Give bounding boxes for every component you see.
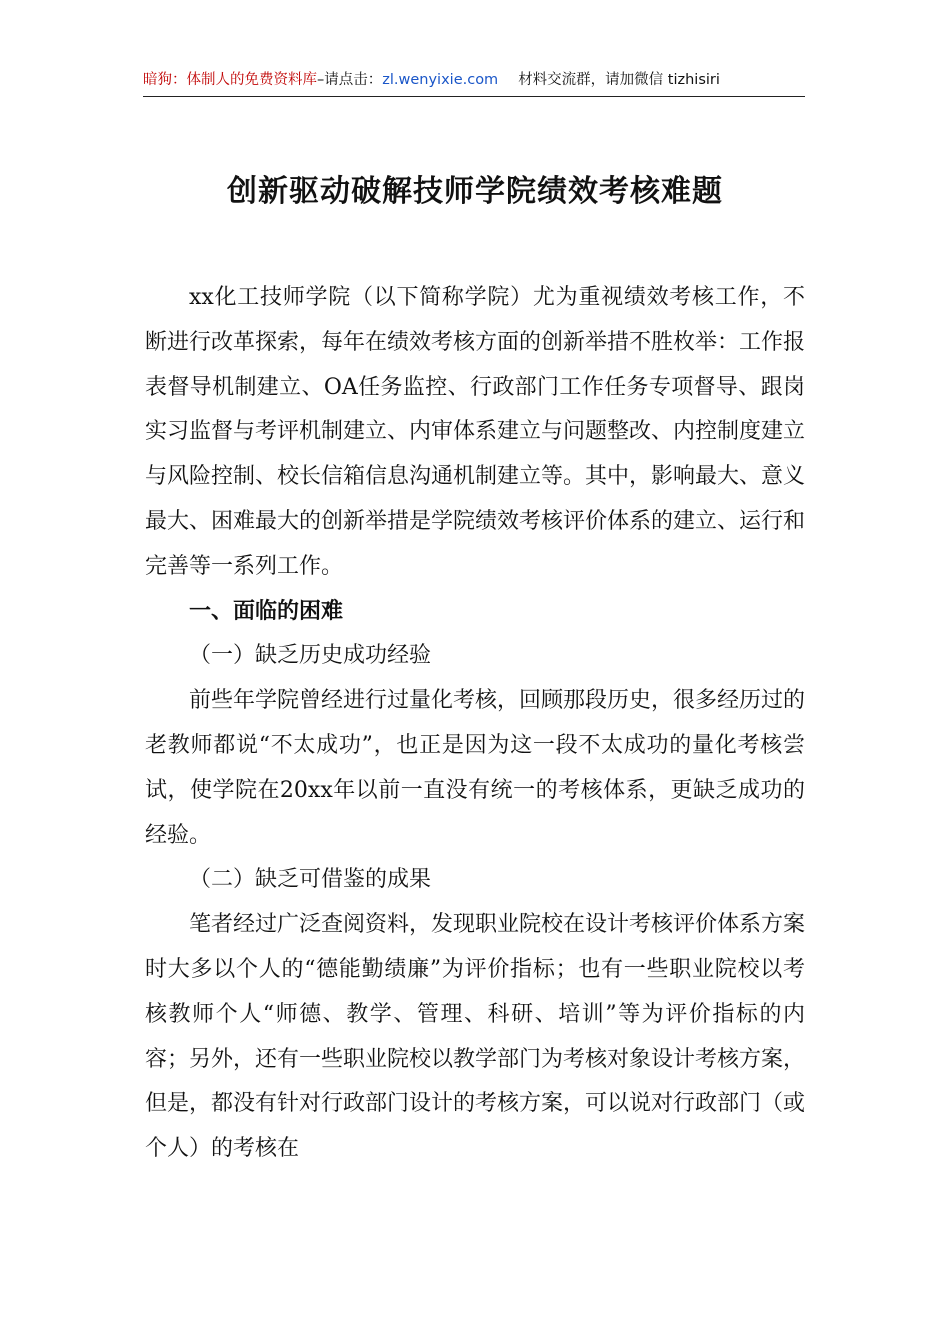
header-prompt: –请点击：	[317, 72, 383, 88]
header-url-link[interactable]: zl.wenyixie.com	[382, 72, 499, 88]
document-title: 创新驱动破解技师学院绩效考核难题	[227, 174, 723, 209]
subsection-2-paragraph: 笔者经过广泛查阅资料，发现职业院校在设计考核评价体系方案时大多以个人的“德能勤绩廉”为评价指标；也有一些职业院校以考核教师个人“师德、教学、管理、科研、培训”等为评价指标的内容；另外，还有一些职业院校以教学部门为考核对象设计考核方案，但是，都没有针对行政部门设计的考核方案，可以说对行政部门（或个人）的考核在	[145, 912, 806, 1162]
intro-paragraph: xx化工技师学院（以下简称学院）尤为重视绩效考核工作，不断进行改革探索，每年在绩效考核方面的创新举措不胜枚举：工作报表督导机制建立、OA任务监控、行政部门工作任务专项督导、跟岗实习监督与考评机制建立、内审体系建立与问题整改、内控制度建立与风险控制、校长信箱信息沟通机制建立等。其中，影响最大、意义最大、困难最大的创新举措是学院绩效考核评价体系的建立、运行和完善等一系列工作。	[145, 285, 806, 579]
header-brand: 暗狗：体制人的免费资料库	[143, 72, 317, 88]
page-header	[143, 70, 805, 97]
subsection-heading-1: （一）缺乏历史成功经验	[189, 643, 432, 669]
document-body	[145, 276, 805, 1172]
section-heading-difficulties: 一、面临的困难	[189, 598, 344, 624]
subsection-1-paragraph: 前些年学院曾经进行过量化考核，回顾那段历史，很多经历过的老教师都说“不太成功”，也正是因为这一段不太成功的量化考核尝试，使学院在20xx年以前一直没有统一的考核体系，更缺乏成功的经验。	[145, 688, 806, 848]
header-contact: 材料交流群，请加微信 tizhisiri	[518, 72, 720, 88]
subsection-heading-2: （二）缺乏可借鉴的成果	[189, 867, 432, 893]
